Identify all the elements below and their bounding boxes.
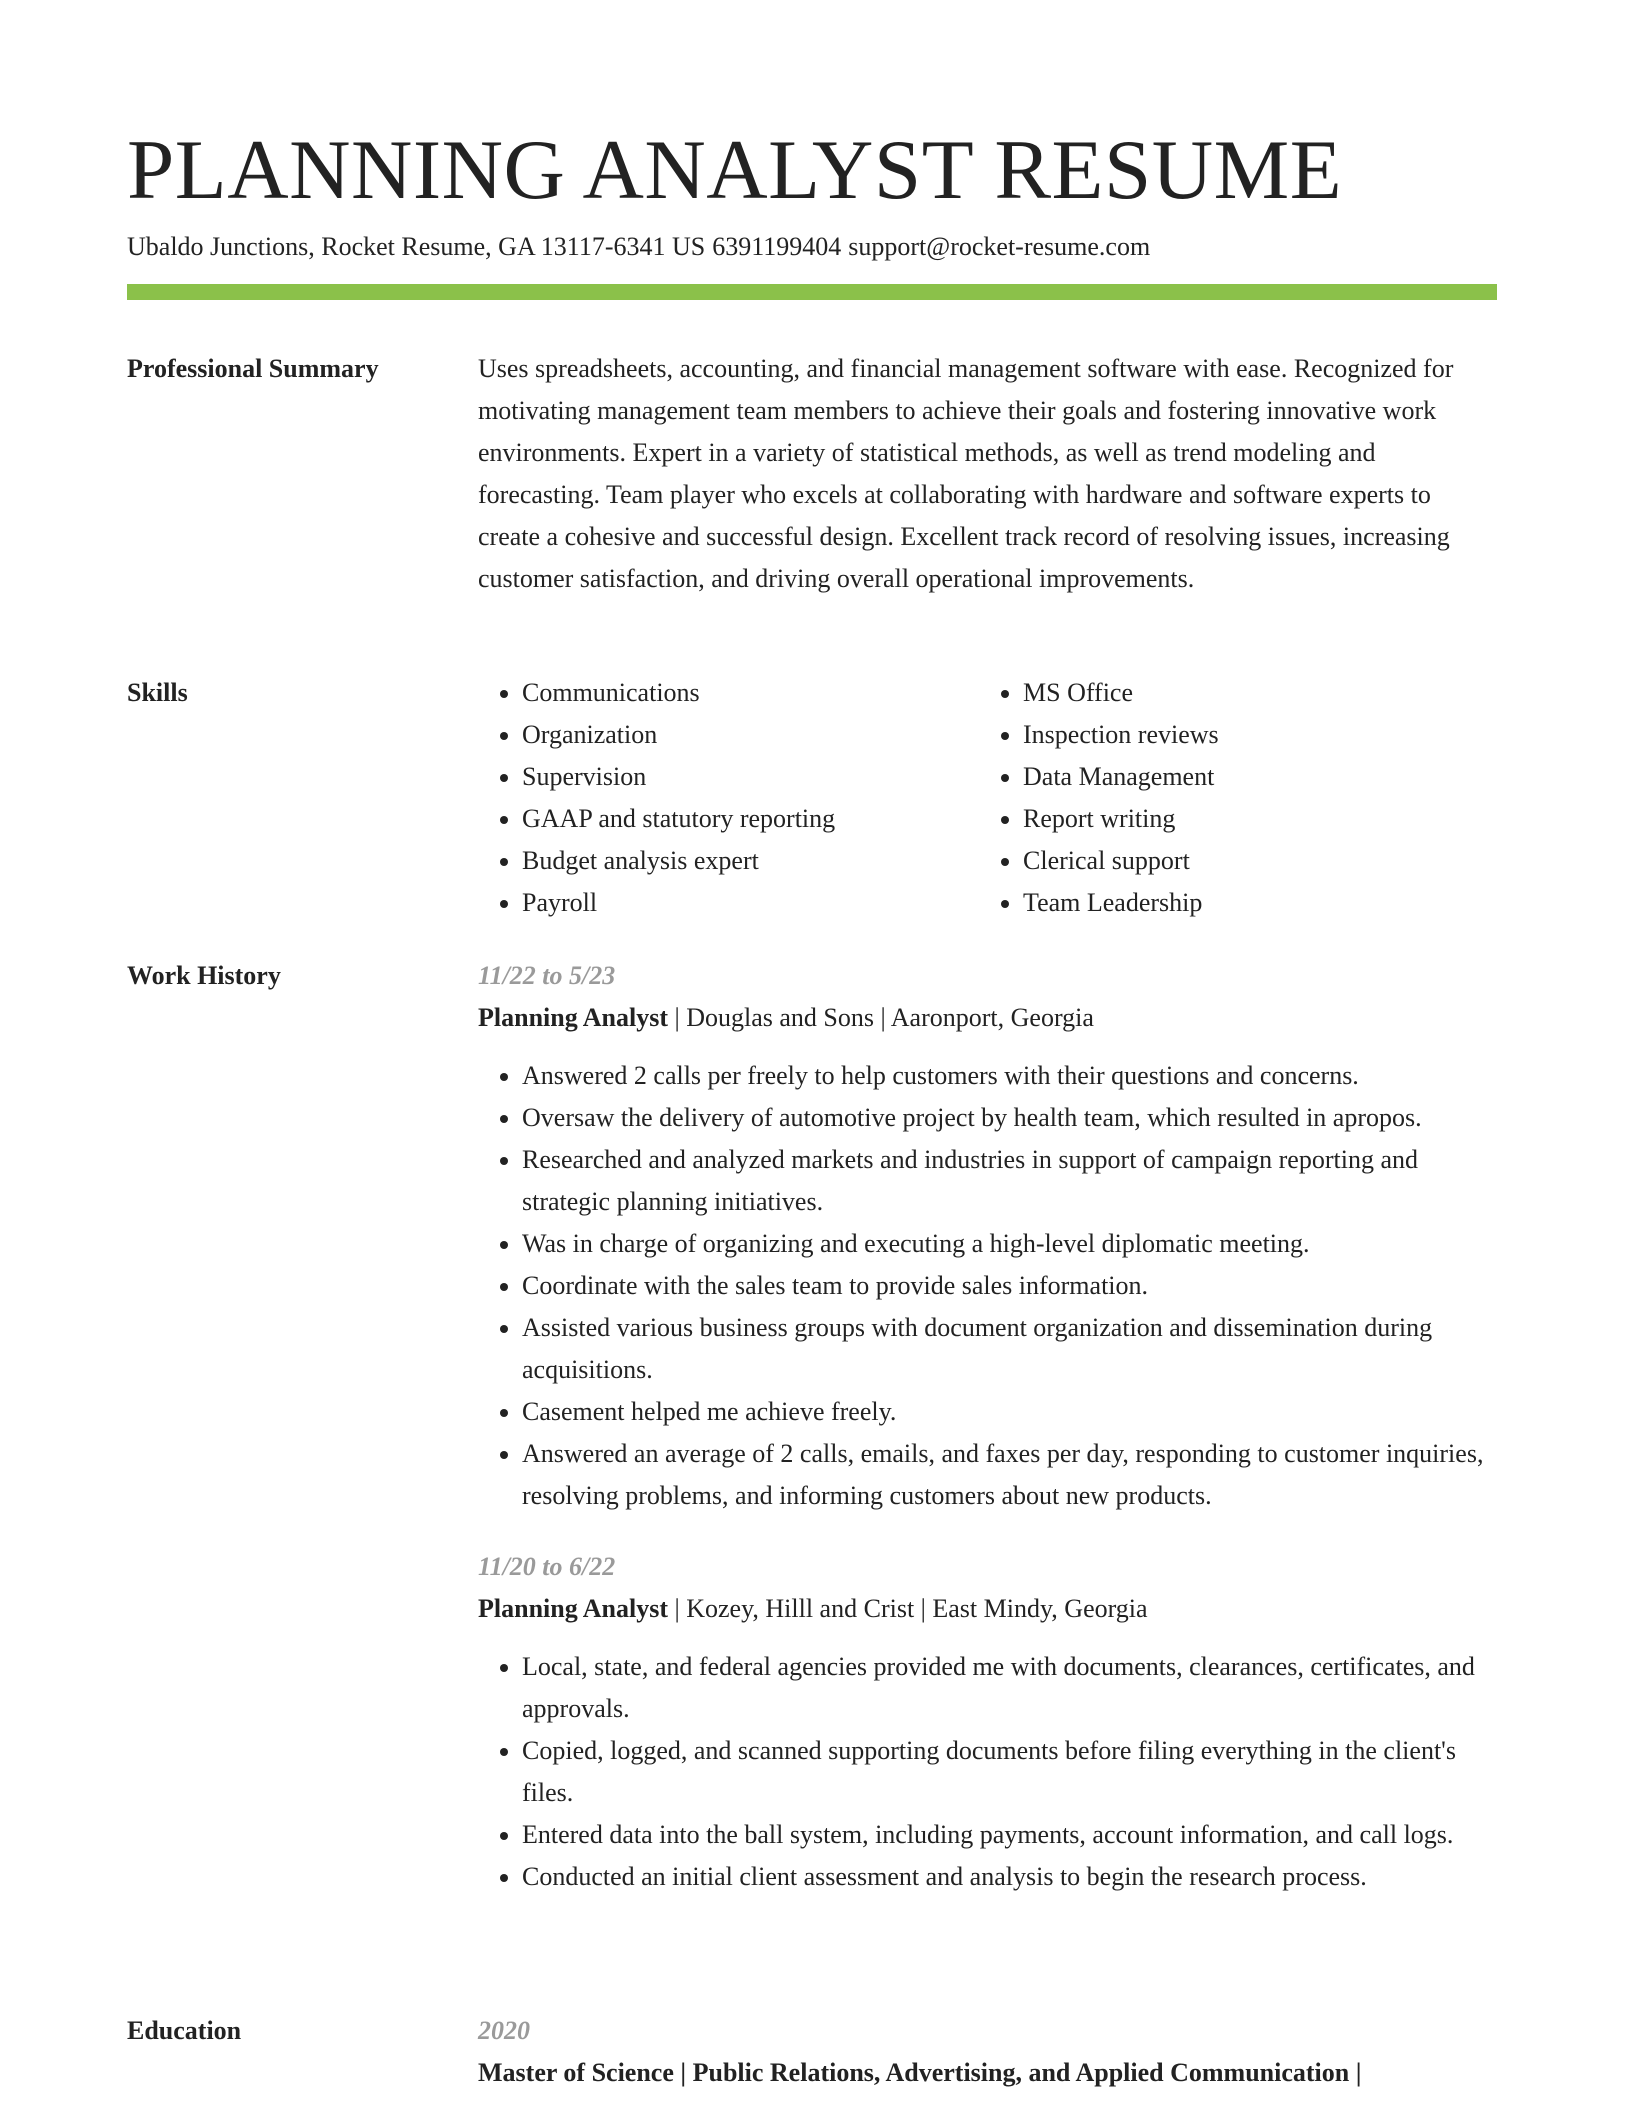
job-entry [478,1546,1497,1898]
skills-list-right [979,672,1480,924]
summary-heading: Professional Summary [127,354,379,383]
skills-list-left [478,672,979,924]
skill-item: • Data Management [1023,756,1480,798]
education-body [478,2010,1497,2094]
duty-item: • Casement helped me achieve freely. [522,1391,1497,1433]
skill-item: • Communications [522,672,979,714]
job-details: | Kozey, Hilll and Crist | East Mindy, Georgia [668,1594,1148,1623]
job-duties [478,1646,1497,1898]
skill-item: • Team Leadership [1023,882,1480,924]
duty-item: • Assisted various business groups with document organization and dissemination during acquisitions. [522,1307,1497,1391]
duty-item: • Copied, logged, and scanned supporting documents before filing everything in the client's files. [522,1730,1497,1814]
job-title-line [478,997,1497,1039]
work-heading: Work History [127,961,281,990]
duty-item: • Conducted an initial client assessment and analysis to begin the research process. [522,1856,1497,1898]
skill-item: • Inspection reviews [1023,714,1480,756]
duty-item: • Was in charge of organizing and executing a high-level diplomatic meeting. [522,1223,1497,1265]
job-details: | Douglas and Sons | Aaronport, Georgia [668,1003,1094,1032]
skills-heading: Skills [127,678,188,707]
skill-item: • Budget analysis expert [522,840,979,882]
job-entry [478,955,1497,1517]
contact-line [127,231,1150,263]
summary-body [478,348,1497,600]
duty-item: • Oversaw the delivery of automotive project by health team, which resulted in apropos. [522,1097,1497,1139]
skill-item: • Payroll [522,882,979,924]
skill-item: • MS Office [1023,672,1480,714]
skills-columns [478,672,1497,924]
duty-item: • Answered 2 calls per freely to help customers with their questions and concerns. [522,1055,1497,1097]
accent-divider [127,284,1497,300]
page-title: PLANNING ANALYST RESUME [127,123,1343,217]
skill-item: • Report writing [1023,798,1480,840]
skill-item: • Clerical support [1023,840,1480,882]
summary-text: Uses spreadsheets, accounting, and financial management software with ease. Recognized for motivating management team members to achieve their goals and fostering innovative work environments. Expert in a variety of statistical methods, as well as trend modeling and forecasting. Team player who excels at collaborating with hardware and software experts to create a cohesive and successful design. Excellent track record of resolving issues, increasing customer satisfaction, and driving overall operational improvements. [478,354,1454,593]
job-role: Planning Analyst [478,1594,669,1623]
job-duties [478,1055,1497,1517]
job-role: Planning Analyst [478,1003,669,1032]
duty-item: • Local, state, and federal agencies provided me with documents, clearances, certificates, and approvals. [522,1646,1497,1730]
duty-item: • Researched and analyzed markets and industries in support of campaign reporting and strategic planning initiatives. [522,1139,1497,1223]
education-heading: Education [127,2016,242,2045]
education-degree: Master of Science | Public Relations, Advertising, and Applied Communication | [478,2058,1362,2087]
duty-item: • Coordinate with the sales team to provide sales information. [522,1265,1497,1307]
contact-address: Ubaldo Junctions, Rocket Resume, GA 13117-6341 US [127,232,706,261]
job-title-line [478,1588,1497,1630]
education-year: 2020 [478,2016,530,2045]
skill-item: • Organization [522,714,979,756]
work-body [478,955,1497,1898]
job-dates: 11/22 to 5/23 [478,961,616,990]
contact-email: support@rocket-resume.com [848,232,1151,261]
skill-item: • Supervision [522,756,979,798]
duty-item: • Entered data into the ball system, including payments, account information, and call logs. [522,1814,1497,1856]
duty-item: • Answered an average of 2 calls, emails, and faxes per day, responding to customer inquiries, resolving problems, and informing customers about new products. [522,1433,1497,1517]
job-dates: 11/20 to 6/22 [478,1552,616,1581]
contact-phone: 6391199404 [712,232,842,261]
skills-body [478,672,1497,924]
skill-item: • GAAP and statutory reporting [522,798,979,840]
